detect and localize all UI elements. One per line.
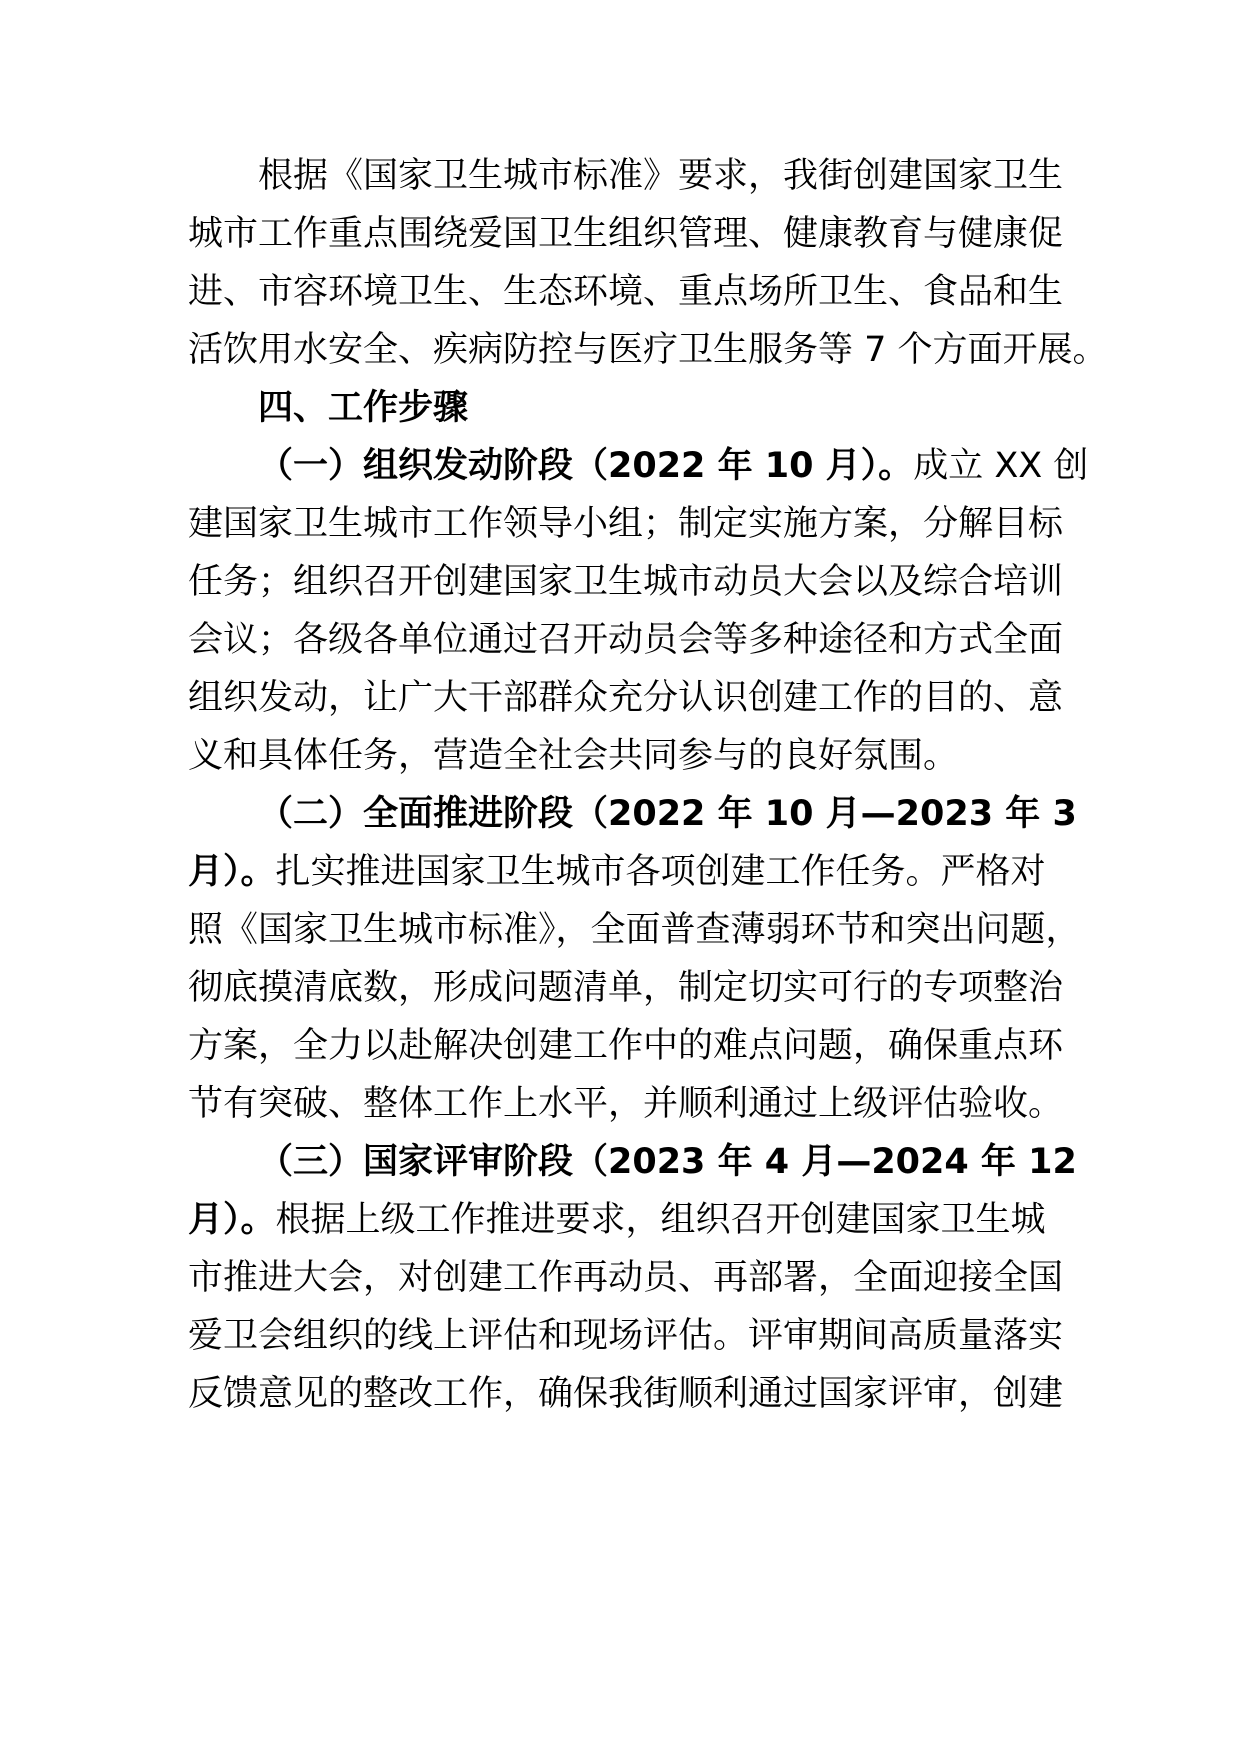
subsection-title-end: 月）。 [188, 852, 276, 892]
paragraph-line: 根据《国家卫生城市标准》要求，我街创建国家卫生 [258, 156, 1064, 196]
subsection-title: （三）国家评审阶段（2023 年 4 月—2024 年 12 [258, 1142, 1077, 1182]
paragraph-text: 成立 XX 创 [913, 446, 1089, 486]
paragraph-line: 进、市容环境卫生、生态环境、重点场所卫生、食品和生 [188, 272, 1064, 312]
paragraph-line: 市推进大会，对创建工作再动员、再部署，全面迎接全国 [188, 1258, 1064, 1298]
section-heading: 四、工作步骤 [258, 388, 469, 428]
subsection-first-line [258, 434, 1138, 498]
paragraph-line: 组织发动，让广大干部群众充分认识创建工作的目的、意 [188, 678, 1064, 718]
paragraph-line: 反馈意见的整改工作，确保我街顺利通过国家评审，创建 [188, 1374, 1064, 1414]
paragraph-line: 爱卫会组织的线上评估和现场评估。评审期间高质量落实 [188, 1316, 1064, 1356]
subsection-title: （一）组织发动阶段（2022 年 10 月）。 [258, 446, 914, 486]
paragraph-line: 照《国家卫生城市标准》，全面普查薄弱环节和突出问题， [188, 910, 1081, 950]
paragraph-line: 建国家卫生城市工作领导小组；制定实施方案，分解目标 [188, 504, 1064, 544]
subsection-second-line [188, 1188, 1068, 1252]
paragraph-line: 会议；各级各单位通过召开动员会等多种途径和方式全面 [188, 620, 1064, 660]
paragraph-line: 活饮用水安全、疾病防控与医疗卫生服务等 7 个方面开展。 [188, 330, 1108, 370]
paragraph-line: 义和具体任务，营造全社会共同参与的良好氛围。 [188, 736, 959, 776]
paragraph-text: 根据上级工作推进要求，组织召开创建国家卫生城 [275, 1200, 1046, 1240]
paragraph-text: 扎实推进国家卫生城市各项创建工作任务。严格对 [275, 852, 1046, 892]
paragraph-line: 城市工作重点围绕爱国卫生组织管理、健康教育与健康促 [188, 214, 1064, 254]
subsection-second-line [188, 840, 1068, 904]
paragraph-line: 方案，全力以赴解决创建工作中的难点问题，确保重点环 [188, 1026, 1064, 1066]
paragraph-line: 节有突破、整体工作上水平，并顺利通过上级评估验收。 [188, 1084, 1064, 1124]
paragraph-line: 彻底摸清底数，形成问题清单，制定切实可行的专项整治 [188, 968, 1064, 1008]
subsection-title: （二）全面推进阶段（2022 年 10 月—2023 年 3 [258, 794, 1077, 834]
paragraph-line: 任务；组织召开创建国家卫生城市动员大会以及综合培训 [188, 562, 1064, 602]
subsection-title-end: 月）。 [188, 1200, 276, 1240]
